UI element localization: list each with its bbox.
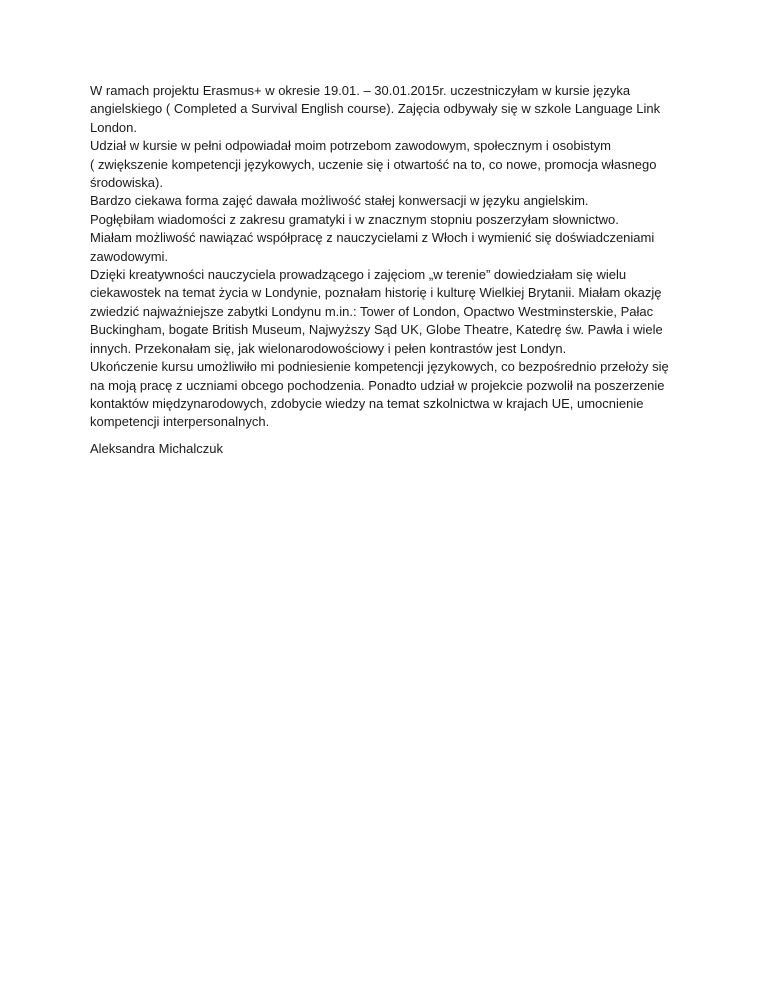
body-text: W ramach projektu Erasmus+ w okresie 19.01. – 30.01.2015r. uczestniczyłam w kursie języka angielskiego ( Completed a Survival English course). Zajęcia odbywały się w szkole Language Link London. Udział w kursie w pełni odpowiadał moim potrzebom zawodowym, społecznym i osobistym ( zwiększenie kompetencji językowych, uczenie się i otwartość na to, co nowe, promocja własnego środowiska). Bardzo ciekawa forma zajęć dawała możliwość stałej konwersacji w języku angielskim. Pogłębiłam wiadomości z zakresu gramatyki i w znacznym stopniu poszerzyłam słownictwo. Miałam możliwość nawiązać współpracę z nauczycielami z Włoch i wymienić się doświadczeniami zawodowymi. Dzięki kreatywności nauczyciela prowadzącego i zajęciom „w terenie” dowiedziałam się wielu ciekawostek na temat życia w Londynie, poznałam historię i kulturę Wielkiej Brytanii. Miałam okazję zwiedzić najważniejsze zabytki Londynu m.in.: Tower of London, Opactwo Westminsterskie, Pałac Buckingham, bogate British Museum, Najwyższy Sąd UK, Globe Theatre, Katedrę św. Pawła i wiele innych. Przekonałam się, jak wielonarodowościowy i pełen kontrastów jest Londyn. Ukończenie kursu umożliwiło mi podniesienie kompetencji językowych, co bezpośrednio przełoży się na moją pracę z uczniami obcego pochodzenia. Ponadto udział w projekcie pozwolił na poszerzenie kontaktów międzynarodowych, zdobycie wiedzy na temat szkolnictwa w krajach UE, umocnienie kompetencji interpersonalnych. <box>90 83 669 430</box>
signature: Aleksandra Michalczuk <box>90 440 223 456</box>
document-content <box>90 82 690 458</box>
